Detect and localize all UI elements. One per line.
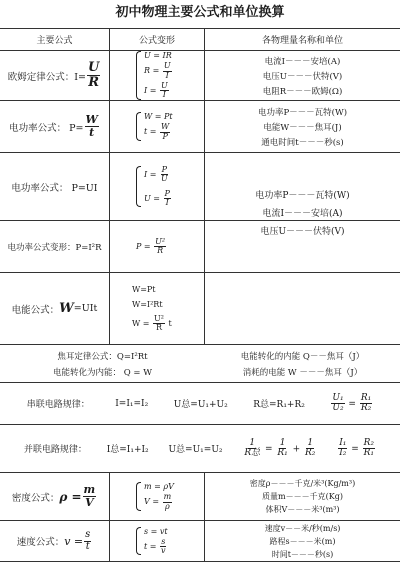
header-variants: 公式变形 — [110, 29, 205, 50]
density-formula: 密度公式： ρ = $\frac{m}{V}$ — [0, 473, 110, 520]
ohm-label: 欧姆定律公式：I= — [7, 71, 86, 83]
energy-formula: 电能公式： W =UIt — [0, 273, 110, 344]
ohm-row — [0, 50, 400, 100]
density-units: 密度ρ－－－千克/米³(Kg/m³) 质量m－－－千克(Kg) 体积V－－－米³(m³) — [249, 479, 356, 514]
power3-variants: P = $\frac{\text{U²}}{R}$ — [110, 221, 205, 272]
joule-formulas: 焦耳定律公式：Q=I²Rt 电能转化为内能： Q = W — [53, 351, 152, 378]
power1-units: 电功率P－－－瓦特(W) 电能W－－－焦耳(J) 通电时间t－－－秒(s) — [257, 107, 348, 148]
series-formulas: 串联电路规律： I=I₁=I₂ U总=U₁+U₂ R总=R₁+R₂ $\frac{\text{U₁}}{\text{U₂}}$ = $\frac{\text{R₁}}{\text{R₂}}$ — [26, 392, 372, 413]
power1-formula: 电功率公式： P= $\frac{W}{t}$ — [0, 101, 110, 152]
power1-variants: W = Pt t = $\frac{W}{P}$ — [110, 101, 205, 152]
speed-units: 速度v－－米/秒(m/s) 路程s－－－米(m) 时间t－－－秒(s) — [264, 523, 341, 559]
header-units: 各物理量名称和单位 — [261, 36, 343, 46]
speed-row — [0, 520, 400, 562]
series-row — [0, 382, 400, 424]
power2-variants: I = $\frac{P}{U}$ U = $\frac{P}{I}$ — [110, 153, 205, 220]
power3-formula: 电功率公式变形：P=I²R — [0, 221, 110, 272]
energy-variants: W=Pt W=I²Rt W = $\frac{\text{U²}}{R}$ t — [110, 273, 205, 344]
ohm-formula — [0, 51, 110, 100]
speed-variants: s = vt t = $\frac{s}{v}$ — [110, 521, 205, 561]
power1-row — [0, 100, 400, 152]
density-row — [0, 472, 400, 520]
ohm-fraction: $\frac{U}{R}$ — [87, 60, 100, 90]
header-row — [0, 28, 400, 50]
power-units-merged: 电功率P－－－瓦特(W) 电流I－－－安培(A) 电压U－－－伏特(V) — [205, 152, 400, 272]
ohm-units: 电流I－－－安培(A) 电压U－－－伏特(V) 电阻R－－－欧姆(Ω) — [262, 56, 343, 97]
energy-row — [0, 272, 400, 344]
page-title: 初中物理主要公式和单位换算 — [115, 5, 285, 20]
joule-units: 电能转化的内能 Q－－焦耳（J） 消耗的电能 W －－－焦耳（J） — [240, 351, 365, 378]
parallel-row — [0, 424, 400, 472]
power2-formula: 电功率公式： P=UI — [0, 153, 110, 220]
header-formula: 主要公式 — [0, 29, 110, 50]
formula-table — [0, 28, 400, 562]
parallel-formulas: 并联电路规律： I总=I₁+I₂ U总=U₁=U₂ $\frac{1}{\text{R总}}$ = $\frac{1}{\text{R₁}}$ + $\frac{1}{\text{R₂}}$ $\frac{\text{I₁}}{\text{I₂}}$ = $\frac{\text{R₂}}{\text{R₁}}$ — [23, 437, 375, 458]
joule-row — [0, 344, 400, 382]
ohm-variants: U = IR R = $\frac{U}{I}$ I = $\frac{U}{I}$ — [110, 51, 205, 100]
speed-formula: 速度公式： v = $\frac{s}{t}$ — [0, 521, 110, 561]
density-variants: m = ρV V = $\frac{m}{\rho}$ — [110, 473, 205, 520]
